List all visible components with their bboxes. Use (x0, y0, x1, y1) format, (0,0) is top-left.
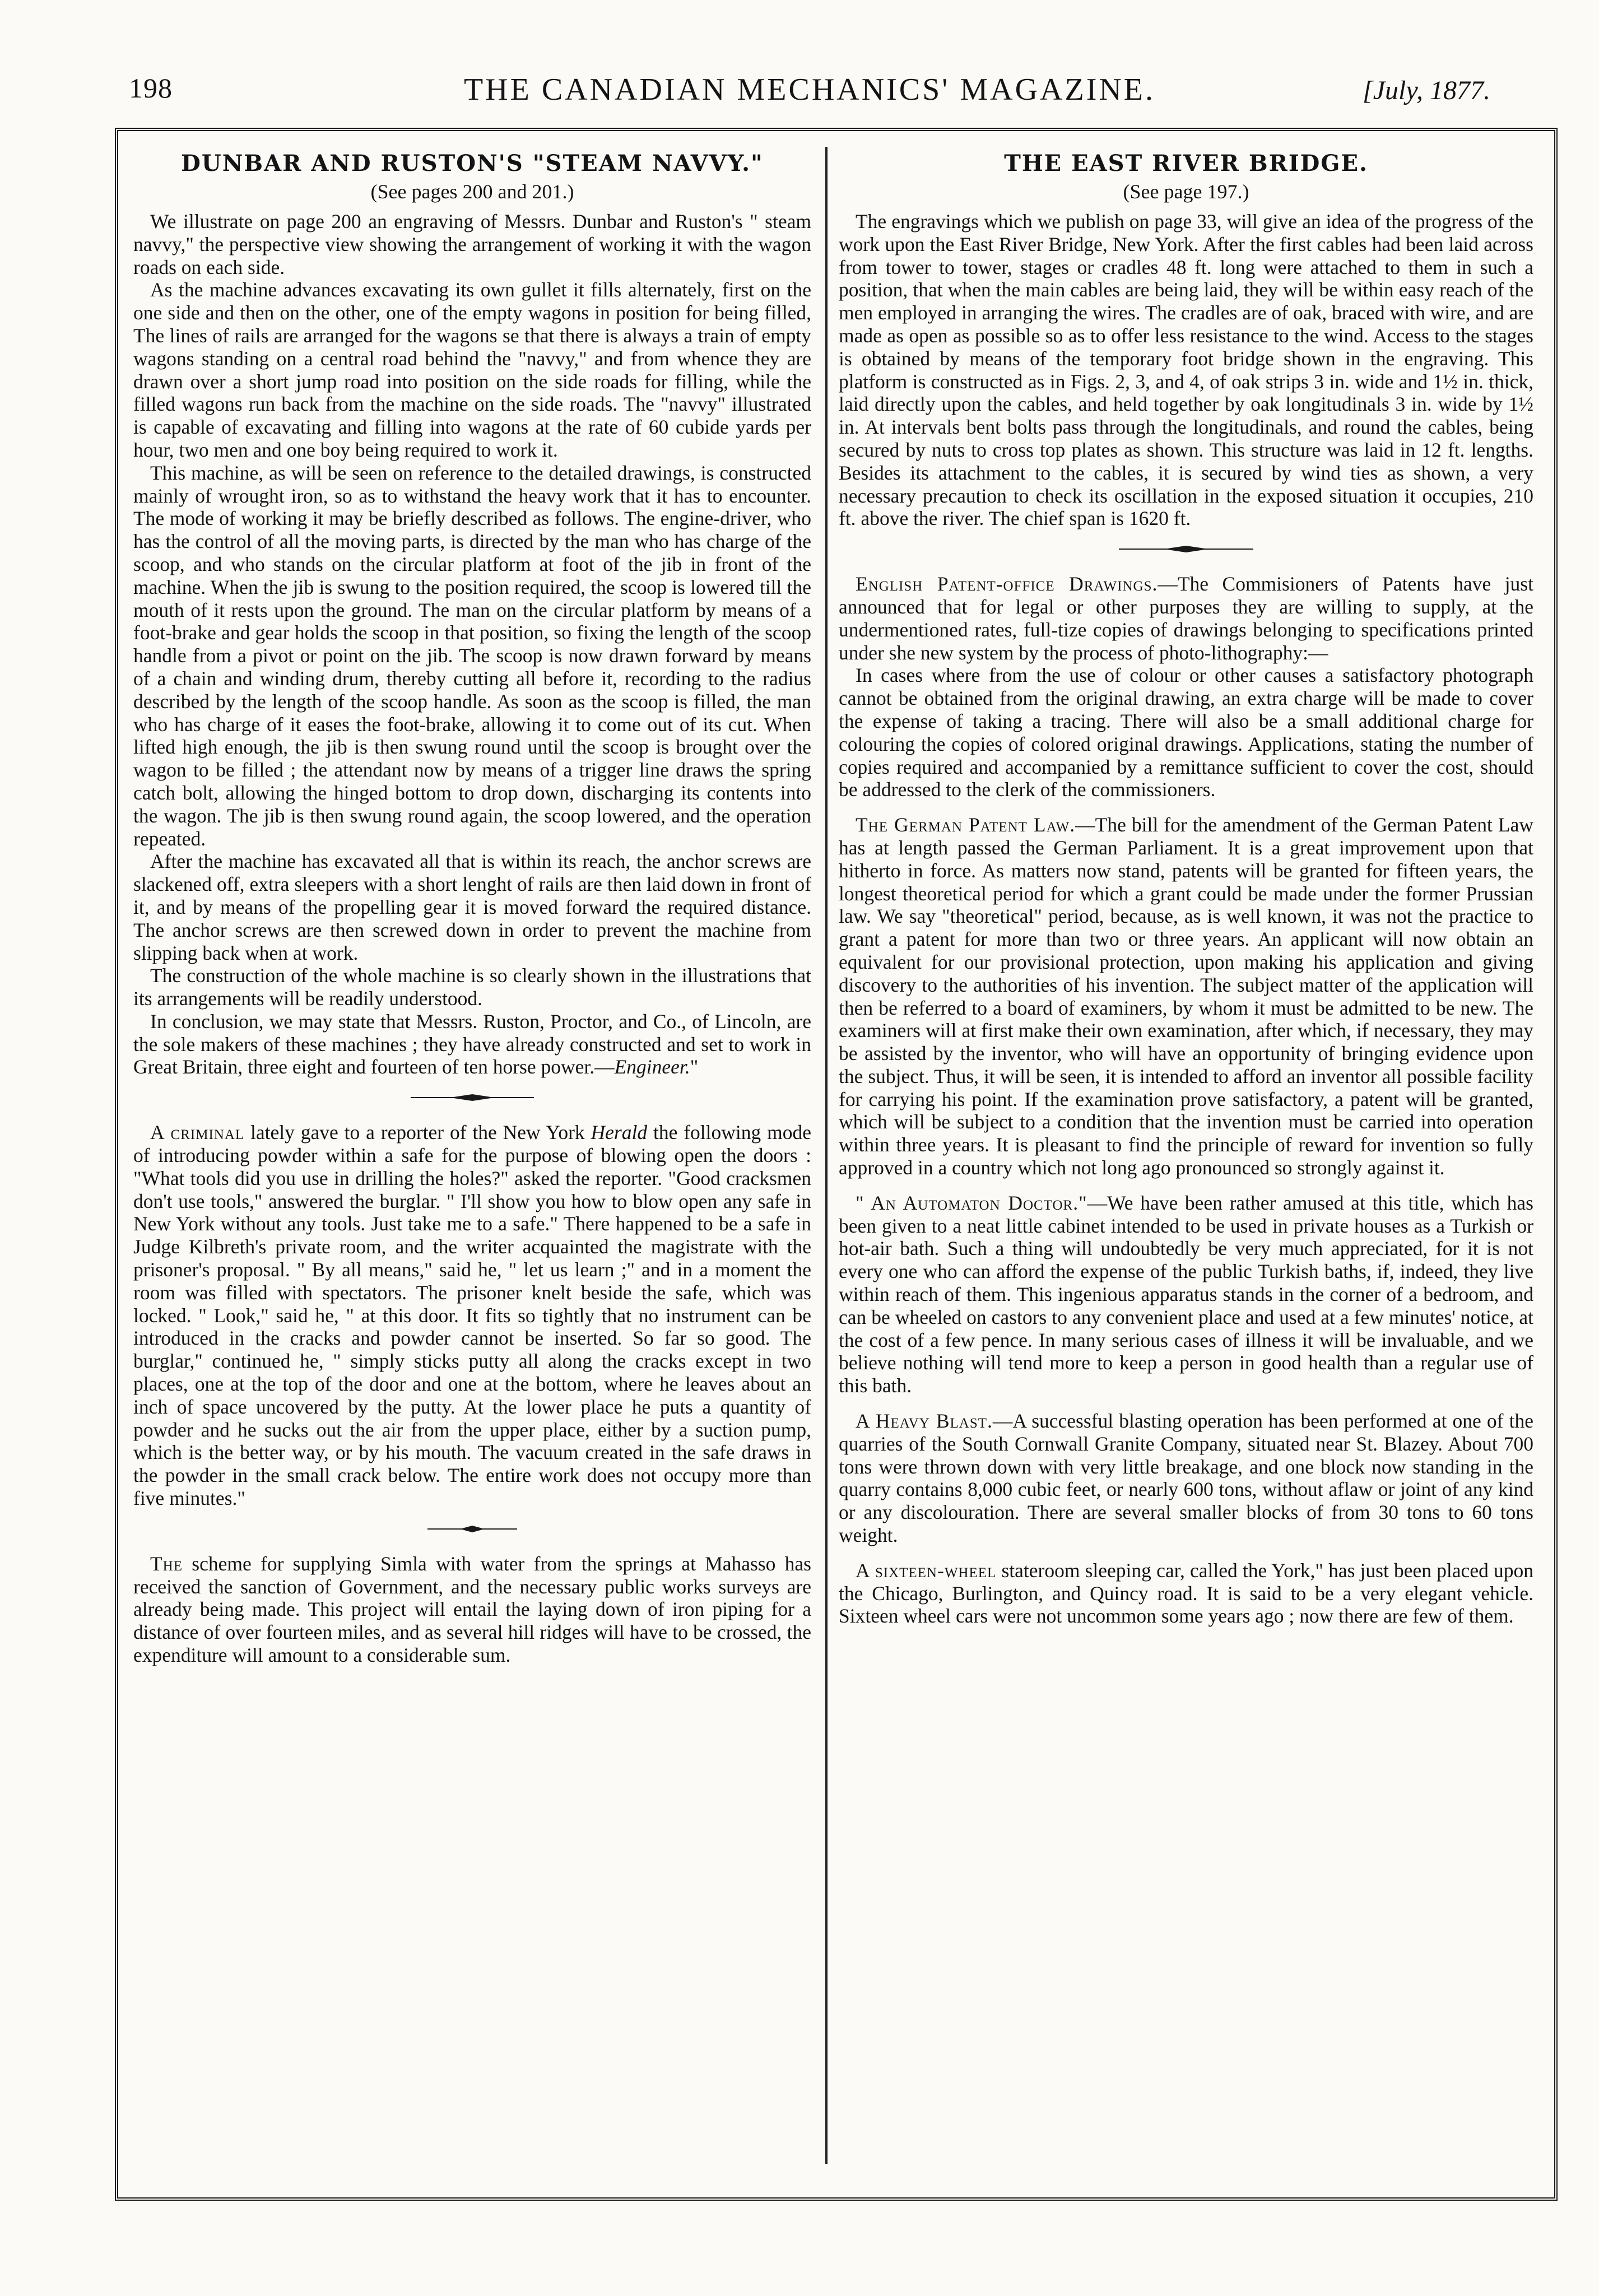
page-number: 198 (129, 72, 173, 104)
spacer (839, 1179, 1533, 1192)
patent-drawings-article (839, 573, 1533, 664)
steam-navvy-heading: DUNBAR AND RUSTON'S "STEAM NAVVY." (181, 150, 764, 176)
steam-navvy-paragraph: This machine, as will be seen on reference to the detailed drawings, is constructed mainly of wrought iron, so as to withstand the heavy work that it has to encounter. The mode of working it may be briefly described as follows. The engine-driver, who has the control of all the moving parts, is directed by the man who has charge of the scoop, and who stands on the circular platform at foot of the jib in front of the machine. When the jib is swung to the position required, the scoop is lowered till the mouth of it rests upon the ground. The man on the circular platform by means of a foot-brake and gear holds the scoop in that position, so fixing the length of the scoop handle from a pivot or point on the jib. The scoop is now drawn forward by means of a chain and winding drum, thereby cutting all before it, recording to the radius described by the length of the scoop handle. As soon as the scoop is filled, the man who has charge of it eases the foot-brake, allowing it to come out of its cut. When lifted high enough, the jib is then swung round until the scoop is brought over the wagon to be filled ; the attendant now by means of a trigger line draws the spring catch bolt, allowing the hinged bottom to drop down, discharging its contents into the wagon. The jib is then swung round again, the scoop lowered, and the operation repeated. (133, 461, 811, 850)
criminal-lead: A criminal (150, 1121, 245, 1144)
criminal-text-b: the following mode of introducing powder within a safe for the purpose of blowing open the doors : "What tools did you use in drilling the holes?" asked the reporter. "Good cracksmen don't use tools," answered the burglar. " I'll show you how to blow open any safe in New York without any tools. Just take me to a safe." There happened to be a safe in Judge Kilbreth's private room, and the writer acquainted the magistrate with the prisoner's proposal. " By all means," said he, " let us learn ;" and in a moment the room was filled with spectators. The prisoner knelt beside the safe, which was locked. " Look," said he, " at this door. It fits so tightly that no instrument can be introduced in the cracks and powder cannot be inserted. So far so good. The burglar," continued he, " simply sticks putty all along the cracks except in two places, one at the top of the door and one at the bottom, where he leaves about an inch of space uncovered by the putty. At the lower place he puts a quantity of powder and he sucks out the air from the upper place, either by a suction pump, which is the better way, or by his mouth. The vacuum created in the safe draws in the powder in the small crack below. The entire work does not occupy more than five minutes." (133, 1121, 811, 1510)
criminal-paper-name: Herald (591, 1121, 648, 1144)
simla-text: scheme for supplying Simla with water from the springs at Mahasso has received the sanction of Government, and the necessary public works surveys are already being made. This project will entail the laying down of iron piping for a distance of over fourteen miles, and as several hill ridges will have to be crossed, the expenditure will amount to a considerable sum. (133, 1552, 811, 1667)
heavy-blast-lead: A Heavy Blast. (856, 1410, 993, 1433)
patent-drawings-paragraph: In cases where from the use of colour or other causes a satisfactory photograph cannot be obtained from the original drawing, an extra charge will be made to cover the expense of taking a tracing. There will also be a small additional charge for colouring the copies of colored original drawings. Applications, stating the number of copies required and accompanied by a remittance sufficient to cover the cost, should be addressed to the clerk of the commissioners. (839, 664, 1533, 801)
steam-navvy-paragraph: As the machine advances excavating its own gullet it fills alternately, first on the one side and then on the other, one of the empty wagons in position for being filled, The lines of rails are arranged for the wagons se that there is always a train of empty wagons standing on a central road behind the "navvy," and from whence they are drawn over a short jump road into position on the side roads for filling, while the filled wagons run back from the machine on the side roads. The "navvy" illustrated is capable of excavating and filling into wagons at the rate of 60 cubide yards per hour, two men and one boy being required to work it. (133, 278, 811, 461)
left-column (133, 147, 811, 2175)
source-credit: Engineer. (614, 1056, 690, 1079)
steam-navvy-paragraph: The construction of the whole machine is so clearly shown in the illustrations that its arrangements will be readily understood. (133, 964, 811, 1010)
ornament-rule-icon (411, 1093, 534, 1102)
automaton-lead: " An Automaton Doctor." (856, 1191, 1087, 1214)
sleeping-car-article (839, 1559, 1533, 1628)
criminal-article (133, 1121, 811, 1510)
patent-drawings-lead: English Patent-office Drawings. (856, 573, 1158, 596)
section-ornament (133, 1525, 811, 1533)
german-patent-lead: The German Patent Law. (856, 814, 1076, 836)
steam-navvy-see-pages: (See pages 200 and 201.) (370, 180, 574, 203)
issue-date: [July, 1877. (1363, 76, 1490, 105)
source-credit-close: " (690, 1056, 699, 1079)
automaton-text: —We have been rather amused at this title, which has been given to a neat little cabinet intended to be used in private houses as a Turkish or hot-air bath. Such a thing will undoubtedly be very much appreciated, for it is not every one who can afford the expense of the public Turkish baths, if, indeed, they live within reach of them. This ingenious apparatus stands in the corner of a bedroom, and can be wheeled on castors to any convenient place and used at a few minutes' notice, at the cost of a few pence. In many serious cases of illness it will be invaluable, and we believe nothing will tend more to keep a person in good health than a regular use of this bath. (839, 1191, 1533, 1397)
simla-lead: The (150, 1552, 183, 1575)
heavy-blast-text: —A successful blasting operation has been performed at one of the quarries of the South Cornwall Granite Company, situated near St. Blazey. About 700 tons were thrown down with very little breakage, and one block now standing in the quarry contains 8,000 cubic feet, or nearly 600 tons, without aflaw or joint of any kind or any discolouration. There are several smaller blocks of from 30 tons to 60 tons weight. (839, 1410, 1533, 1547)
sleeping-car-text: stateroom sleeping car, called the York," has just been placed upon the Chicago, Burlington, and Quincy road. It is said to be a very elegant vehicle. Sixteen wheel cars were not uncommon some years ago ; now there are few of them. (839, 1559, 1533, 1628)
spacer (839, 801, 1533, 814)
magazine-title: THE CANADIAN MECHANICS' MAGAZINE. (463, 72, 1156, 107)
spacer (839, 1547, 1533, 1559)
east-river-paragraph: The engravings which we publish on page 33, will give an idea of the progress of the work upon the East River Bridge, New York. After the first cables had been laid across from tower to tower, stages or cradles 48 ft. long were attached to them in such a position, that when the main cables are being laid, they will be within easy reach of the men employed in arranging the wires. The cradles are of oak, braced with wire, and are made as open as possible so as to offer less resistance to the wind. Access to the stages is obtained by means of the temporary foot bridge shown in the engraving. This platform is constructed as in Figs. 2, 3, and 4, of oak strips 3 in. wide and 1½ in. thick, laid directly upon the cables, and held together by oak longitudinals 3 in. wide by 1½ in. At intervals bent bolts pass through the longitudinals, and round the cables, being secured by nuts to cross top plates as shown. This structure was laid in 12 ft. lengths. Besides its attachment to the cables, it is secured by wind ties as shown, a very necessary precaution to check its oscillation in the exposed situation it occupies, 210 ft. above the river. The chief span is 1620 ft. (839, 210, 1533, 530)
ornament-rule-icon (427, 1525, 517, 1533)
east-river-see-page: (See page 197.) (1123, 180, 1249, 203)
sleeping-car-lead: A sixteen-wheel (856, 1559, 997, 1582)
east-river-heading: THE EAST RIVER BRIDGE. (1004, 150, 1368, 176)
heavy-blast-article (839, 1410, 1533, 1547)
criminal-text-a: lately gave to a reporter of the New York (244, 1121, 591, 1144)
steam-navvy-conclusion (133, 1010, 811, 1079)
spacer (839, 1397, 1533, 1410)
steam-navvy-paragraph: After the machine has excavated all that is within its reach, the anchor screws are slackened off, extra sleepers with a short lenght of rails are then laid down in front of it, and by means of the propelling gear it is moved forward the required distance. The anchor screws are then screwed down in order to prevent the machine from slipping back when at work. (133, 850, 811, 964)
patent-drawings-text: —The Commisioners of Patents have just announced that for legal or other purposes they are willing to supply, at the undermentioned rates, full-tize copies of drawings belonging to specifications printed under she new system by the process of photo-lithography:— (839, 573, 1533, 664)
running-head (129, 72, 1490, 117)
ornament-rule-icon (1119, 545, 1253, 554)
steam-navvy-paragraph: We illustrate on page 200 an engraving of Messrs. Dunbar and Ruston's " steam navvy," the perspective view showing the arrangement of working it with the wagon roads on each side. (133, 210, 811, 278)
german-patent-text: —The bill for the amendment of the German Patent Law has at length passed the German Parliament. It is a great improvement upon that hitherto in force. As matters now stand, patents will be granted for fifteen years, the longest theoretical period for which a grant could be made under the former Prussian law. We say "theoretical" period, because, as is well known, it was not the practice to grant a patent for more than two or three years. An applicant will now obtain an equivalent for our provisional protection, upon making his application and giving discovery to the authorities of his invention. The subject matter of the application will then be referred to a board of examiners, by whom it must be admitted to be new. The examiners will at first make their own examination, after which, if necessary, they may be assisted by the inventor, who will have an opportunity of bringing evidence upon the subject. Thus, it will be seen, it is intended to afford an inventor all possible facility for carrying his point. If the examination prove satisfactory, a patent will be granted, which will be subject to a condition that the invention must be carried into operation within three years. It is pleasant to find the principle of reward for invention so fully approved in a country which not long ago pronounced so strongly against it. (839, 814, 1533, 1179)
right-column (839, 147, 1533, 2175)
automaton-article (839, 1192, 1533, 1397)
section-ornament (839, 545, 1533, 554)
steam-navvy-paragraph: In conclusion, we may state that Messrs. Ruston, Proctor, and Co., of Lincoln, are the sole makers of these machines ; they have already constructed and set to work in Great Britain, three eight and fourteen of ten horse power.— (133, 1010, 811, 1079)
simla-article (133, 1553, 811, 1667)
column-divider (825, 147, 828, 2164)
german-patent-article (839, 814, 1533, 1179)
section-ornament (133, 1093, 811, 1102)
